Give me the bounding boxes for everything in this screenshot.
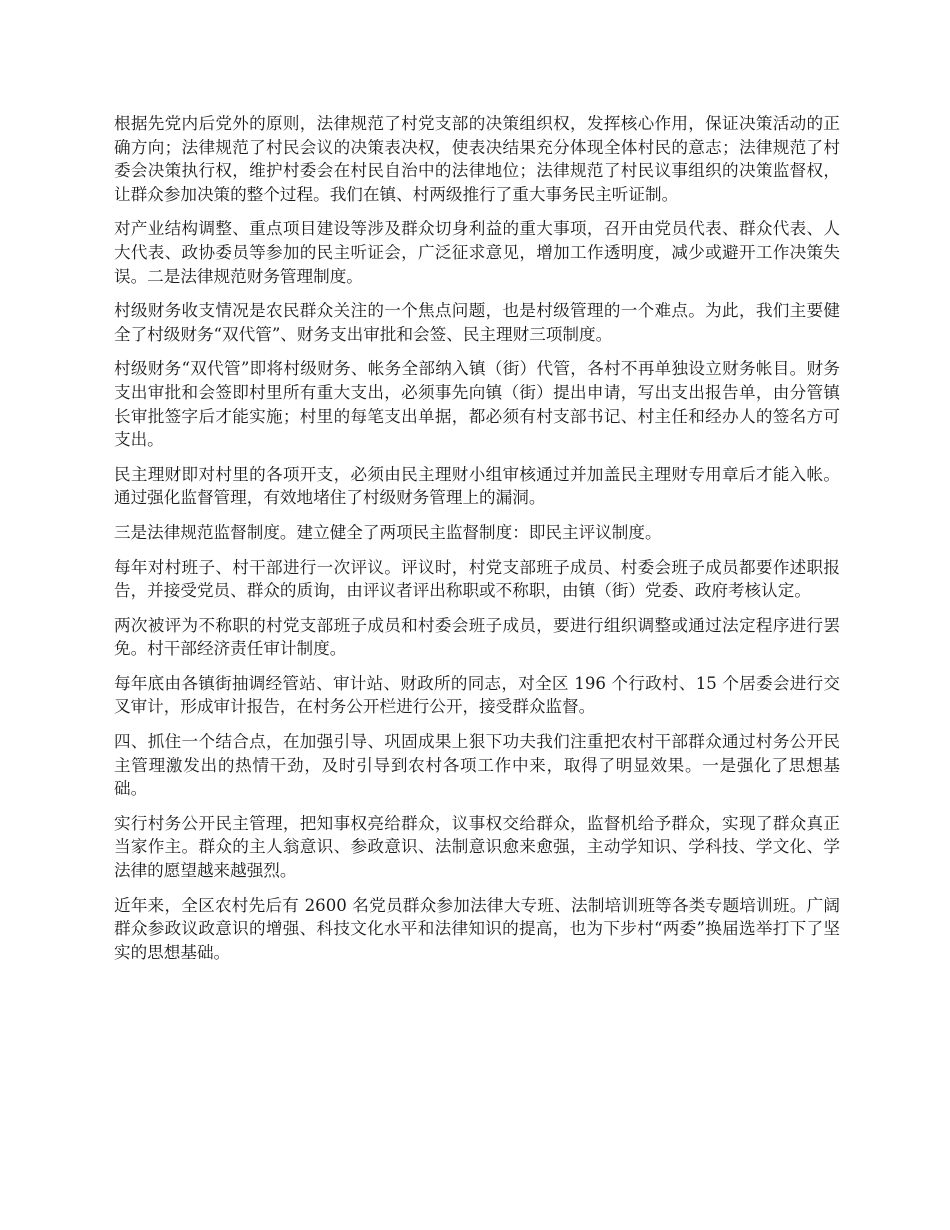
paragraph: 根据先党内后党外的原则，法律规范了村党支部的决策组织权，发挥核心作用，保证决策活动的正确方向；法律规范了村民会议的决策表决权，使表决结果充分体现全体村民的意志；法律规范了村委会决策执行权，维护村委会在村民自治中的法律地位；法律规范了村民议事组织的决策监督权，让群众参加决策的整个过程。我们在镇、村两级推行了重大事务民主听证制。 <box>114 114 840 204</box>
paragraph: 两次被评为不称职的村党支部班子成员和村委会班子成员，要进行组织调整或通过法定程序进行罢免。村干部经济责任审计制度。 <box>114 615 840 659</box>
document-body <box>114 112 840 975</box>
paragraph: 对产业结构调整、重点项目建设等涉及群众切身利益的重大事项，召开由党员代表、群众代表、人大代表、政协委员等参加的民主听证会，广泛征求意见，增加工作透明度，减少或避开工作决策失误。二是法律规范财务管理制度。 <box>114 219 840 286</box>
paragraph: 村级财务“双代管”即将村级财务、帐务全部纳入镇（街）代管，各村不再单独设立财务帐目。财务支出审批和会签即村里所有重大支出，必须事先向镇（街）提出申请，写出支出报告单，由分管镇长审批签字后才能实施；村里的每笔支出单据，都必须有村支部书记、村主任和经办人的签名方可支出。 <box>114 359 840 450</box>
paragraph: 每年对村班子、村干部进行一次评议。评议时，村党支部班子成员、村委会班子成员都要作述职报告，并接受党员、群众的质询，由评议者评出称职或不称职，由镇（街）党委、政府考核认定。 <box>114 557 840 601</box>
paragraph: 每年底由各镇街抽调经管站、审计站、财政所的同志，对全区 196 个行政村、15 个居委会进行交叉审计，形成审计报告，在村务公开栏进行公开，接受群众监督。 <box>114 673 840 717</box>
paragraph: 四、抓住一个结合点，在加强引导、巩固成果上狠下功夫我们注重把农村干部群众通过村务公开民主管理激发出的热情干劲，及时引导到农村各项工作中来，取得了明显效果。一是强化了思想基础。 <box>114 732 840 799</box>
paragraph: 村级财务收支情况是农民群众关注的一个焦点问题，也是村级管理的一个难点。为此，我们主要健全了村级财务“双代管”、财务支出审批和会签、民主理财三项制度。 <box>114 301 840 344</box>
paragraph: 三是法律规范监督制度。建立健全了两项民主监督制度：即民主评议制度。 <box>114 522 662 542</box>
paragraph: 民主理财即对村里的各项开支，必须由民主理财小组审核通过并加盖民主理财专用章后才能入帐。通过强化监督管理，有效地堵住了村级财务管理上的漏洞。 <box>114 464 840 508</box>
paragraph: 实行村务公开民主管理，把知事权亮给群众，议事权交给群众，监督机给予群众，实现了群众真正当家作主。群众的主人翁意识、参政意识、法制意识愈来愈强，主动学知识、学科技、学文化、学法律的愿望越来越强烈。 <box>114 813 840 881</box>
paragraph: 近年来，全区农村先后有 2600 名党员群众参加法律大专班、法制培训班等各类专题培训班。广阔群众参政议政意识的增强、科技文化水平和法律知识的提高，也为下步村“两委”换届选举打下了坚实的思想基础。 <box>114 895 840 962</box>
